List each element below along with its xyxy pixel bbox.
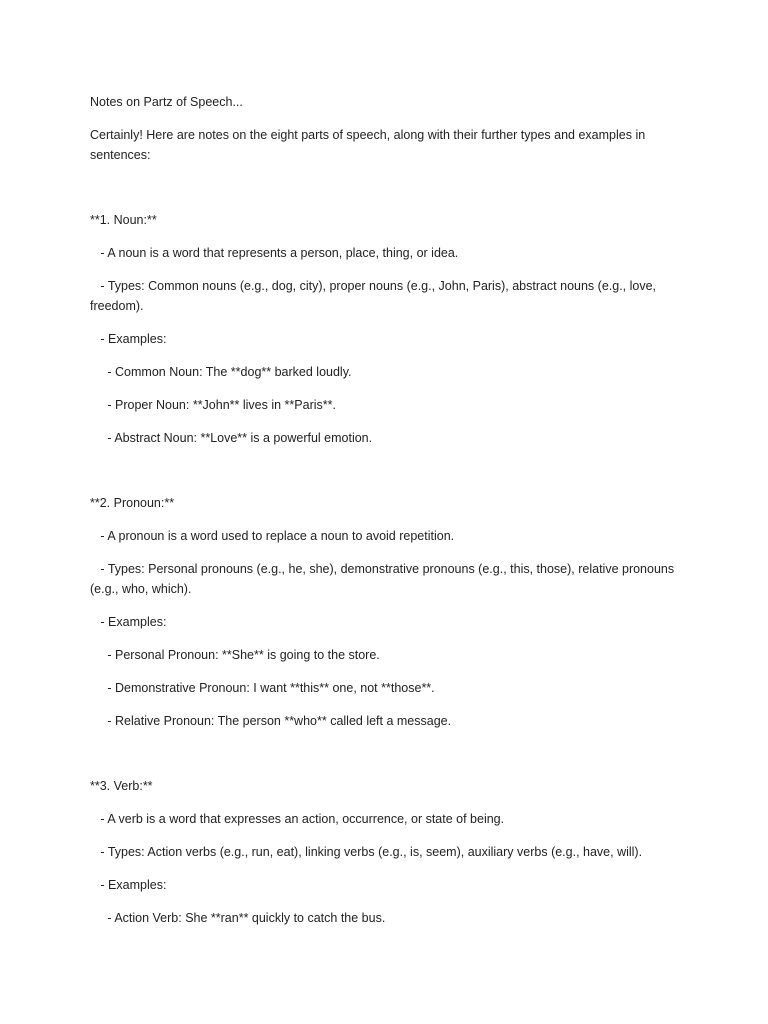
section-heading: **3. Verb:** <box>90 779 153 793</box>
example-line: - Proper Noun: **John** lives in **Paris**. <box>90 398 336 412</box>
example-line: - Common Noun: The **dog** barked loudly. <box>90 365 352 379</box>
section-examples-label: - Examples: <box>90 615 167 629</box>
section-noun <box>90 210 680 448</box>
section-pronoun <box>90 493 680 731</box>
section-definition: - A pronoun is a word used to replace a noun to avoid repetition. <box>90 529 455 543</box>
section-examples-label: - Examples: <box>90 332 167 346</box>
example-line: - Abstract Noun: **Love** is a powerful emotion. <box>90 431 373 445</box>
section-types: - Types: Action verbs (e.g., run, eat), linking verbs (e.g., is, seem), auxiliary verbs (e.g., have, will). <box>90 845 643 859</box>
example-line: - Action Verb: She **ran** quickly to catch the bus. <box>90 911 386 925</box>
example-line: - Personal Pronoun: **She** is going to the store. <box>90 648 380 662</box>
section-definition: - A noun is a word that represents a person, place, thing, or idea. <box>90 246 459 260</box>
section-heading: **1. Noun:** <box>90 213 157 227</box>
doc-title: Notes on Partz of Speech... <box>90 95 243 109</box>
example-line: - Relative Pronoun: The person **who** called left a message. <box>90 714 452 728</box>
section-types: - Types: Personal pronouns (e.g., he, she), demonstrative pronouns (e.g., this, those), relative pronouns (e.g., who, which). <box>90 562 678 596</box>
section-definition: - A verb is a word that expresses an action, occurrence, or state of being. <box>90 812 505 826</box>
doc-intro: Certainly! Here are notes on the eight parts of speech, along with their further types and examples in sentences: <box>90 128 649 162</box>
example-line: - Demonstrative Pronoun: I want **this** one, not **those**. <box>90 681 435 695</box>
section-types: - Types: Common nouns (e.g., dog, city), proper nouns (e.g., John, Paris), abstract nouns (e.g., love, freedom). <box>90 279 660 313</box>
section-verb <box>90 776 680 928</box>
document-page <box>90 92 680 928</box>
section-examples-label: - Examples: <box>90 878 167 892</box>
section-heading: **2. Pronoun:** <box>90 496 175 510</box>
